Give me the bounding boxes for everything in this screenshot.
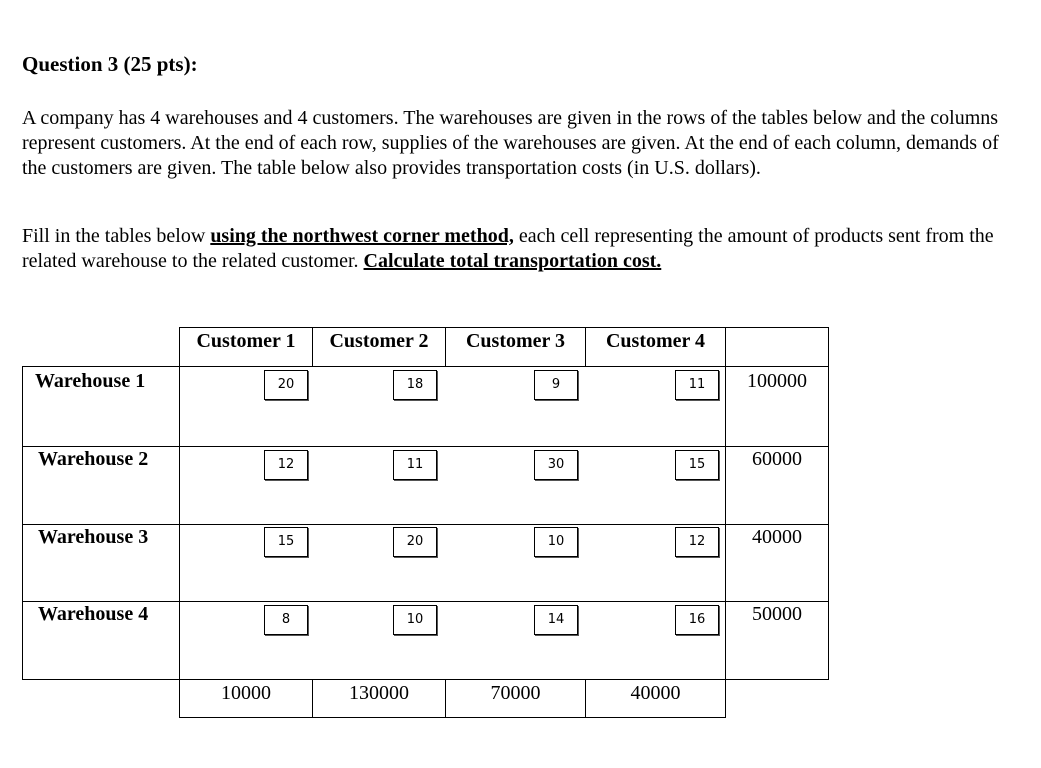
cost-w2-c3: 30 xyxy=(534,450,578,480)
cost-w4-c3: 14 xyxy=(534,605,578,635)
customer-2-header: Customer 2 xyxy=(329,330,429,352)
grid-line xyxy=(179,327,180,717)
instructions xyxy=(22,224,1012,274)
warehouse-4-label: Warehouse 4 xyxy=(38,603,149,625)
customer-4-header: Customer 4 xyxy=(605,330,706,352)
grid-line xyxy=(828,327,829,680)
cost-w4-c4: 16 xyxy=(675,605,719,635)
grid-line xyxy=(725,327,726,718)
demand-customer-1: 10000 xyxy=(221,682,271,704)
question-title: Question 3 (25 pts): xyxy=(22,52,198,76)
cost-w2-c2: 11 xyxy=(393,450,437,480)
supply-warehouse-3: 40000 xyxy=(752,526,802,548)
cost-w1-c4: 11 xyxy=(675,370,719,400)
warehouse-3-label: Warehouse 3 xyxy=(38,526,149,548)
cost-w1-c3: 9 xyxy=(534,370,578,400)
grid-line xyxy=(22,366,23,679)
supply-warehouse-2: 60000 xyxy=(752,448,802,470)
cost-w3-c1: 15 xyxy=(264,527,308,557)
problem-description: A company has 4 warehouses and 4 customers. The warehouses are given in the rows of the tables below and the columns represent customers. At the end of each row, supplies of the warehouses are given. At the end of each column, demands of the customers are given. The table below also provides transportation costs (in U.S. dollars). xyxy=(22,107,999,179)
cost-w2-c1: 12 xyxy=(264,450,308,480)
grid-line xyxy=(22,366,828,367)
cost-w3-c3: 10 xyxy=(534,527,578,557)
grid-line xyxy=(179,327,828,328)
grid-line xyxy=(22,524,828,525)
cost-w4-c2: 10 xyxy=(393,605,437,635)
grid-line xyxy=(22,446,828,447)
customer-1-header: Customer 1 xyxy=(196,330,296,352)
grid-line xyxy=(22,679,828,680)
warehouse-2-label: Warehouse 2 xyxy=(38,448,149,470)
customer-3-header: Customer 3 xyxy=(465,330,566,352)
cost-w1-c2: 18 xyxy=(393,370,437,400)
method-emphasis: using the northwest corner method, xyxy=(210,225,514,247)
cost-w3-c4: 12 xyxy=(675,527,719,557)
warehouse-1-label: Warehouse 1 xyxy=(35,370,146,392)
instructions-mid: each cell representing the amount of products sent from the related warehouse to the related customer. xyxy=(22,225,994,272)
grid-line xyxy=(22,601,828,602)
demand-customer-2: 130000 xyxy=(349,682,409,704)
cost-w2-c4: 15 xyxy=(675,450,719,480)
cost-w4-c1: 8 xyxy=(264,605,308,635)
cost-w3-c2: 20 xyxy=(393,527,437,557)
supply-warehouse-1: 100000 xyxy=(747,370,807,392)
supply-warehouse-4: 50000 xyxy=(752,603,802,625)
instructions-pre: Fill in the tables below xyxy=(22,225,211,247)
demand-customer-4: 40000 xyxy=(630,682,681,704)
demand-customer-3: 70000 xyxy=(490,682,541,704)
task-emphasis: Calculate total transportation cost. xyxy=(363,250,662,272)
cost-w1-c1: 20 xyxy=(264,370,308,400)
grid-line xyxy=(179,717,725,718)
